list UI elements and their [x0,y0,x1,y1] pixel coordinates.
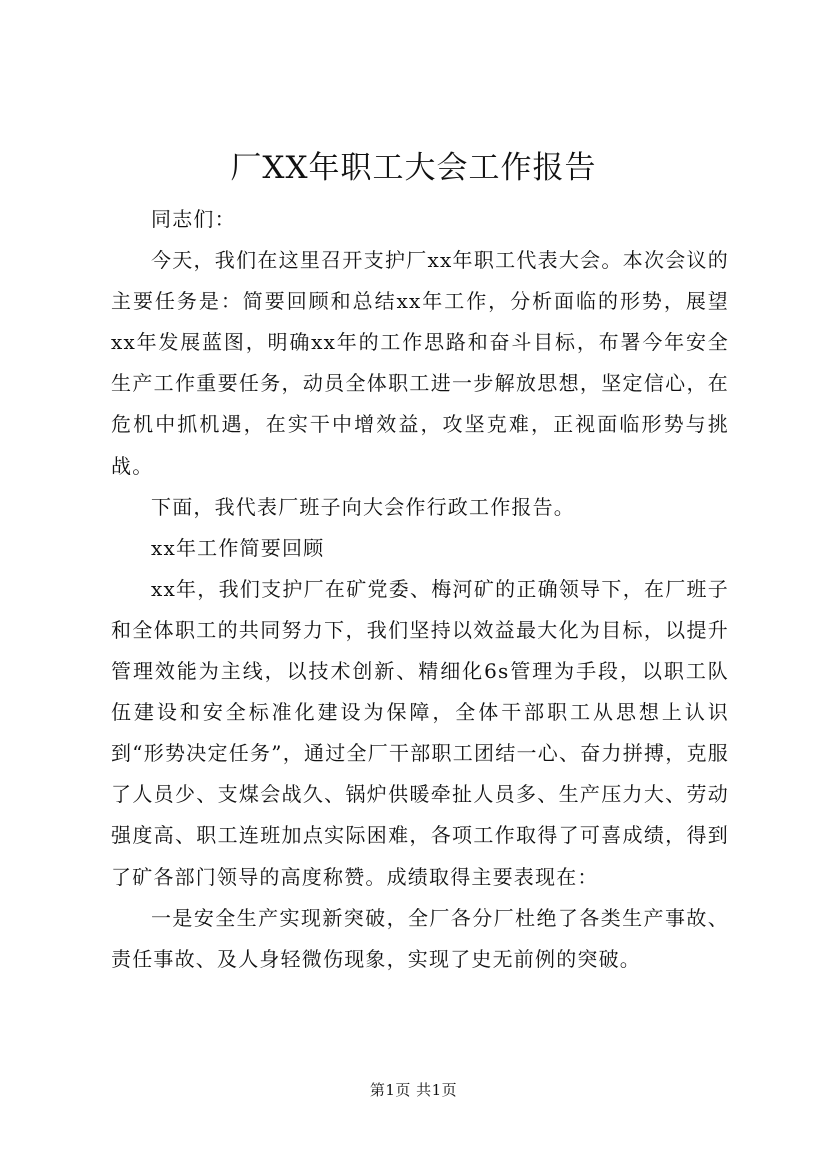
salutation-paragraph: 同志们： [151,207,236,231]
section-heading: xx年工作简要回顾 [151,535,325,560]
document-title: 厂XX年职工大会工作报告 [230,150,597,186]
report-intro-paragraph: 下面，我代表厂班子向大会作行政工作报告。 [151,494,575,519]
page-footer: 第1页 共1页 [369,1081,458,1099]
document-body [111,199,729,980]
safety-achievement-paragraph: 一是安全生产实现新突破，全厂各分厂杜绝了各类生产事故、责任事故、及人身轻微伤现象，实现了史无前例的突破。 [111,905,729,971]
opening-paragraph: 今天，我们在这里召开支护厂xx年职工代表大会。本次会议的主要任务是：简要回顾和总结xx年工作，分析面临的形势，展望xx年发展蓝图，明确xx年的工作思路和奋斗目标，布署今年安全生产工作重要任务，动员全体职工进一步解放思想，坚定信心，在危机中抓机遇，在实干中增效益，攻坚克难，正视面临形势与挑战。 [111,248,729,478]
review-paragraph: xx年，我们支护厂在矿党委、梅河矿的正确领导下，在厂班子和全体职工的共同努力下，我们坚持以效益最大化为目标，以提升管理效能为主线，以技术创新、精细化6s管理为手段，以职工队伍建设和安全标准化建设为保障，全体干部职工从思想上认识到“形势决定任务”，通过全厂干部职工团结一心、奋力拼搏，克服了人员少、支煤会战久、锅炉供暖牵扯人员多、生产压力大、劳动强度高、职工连班加点实际困难，各项工作取得了可喜成绩，得到了矿各部门领导的高度称赞。成绩取得主要表现在： [111,576,729,889]
